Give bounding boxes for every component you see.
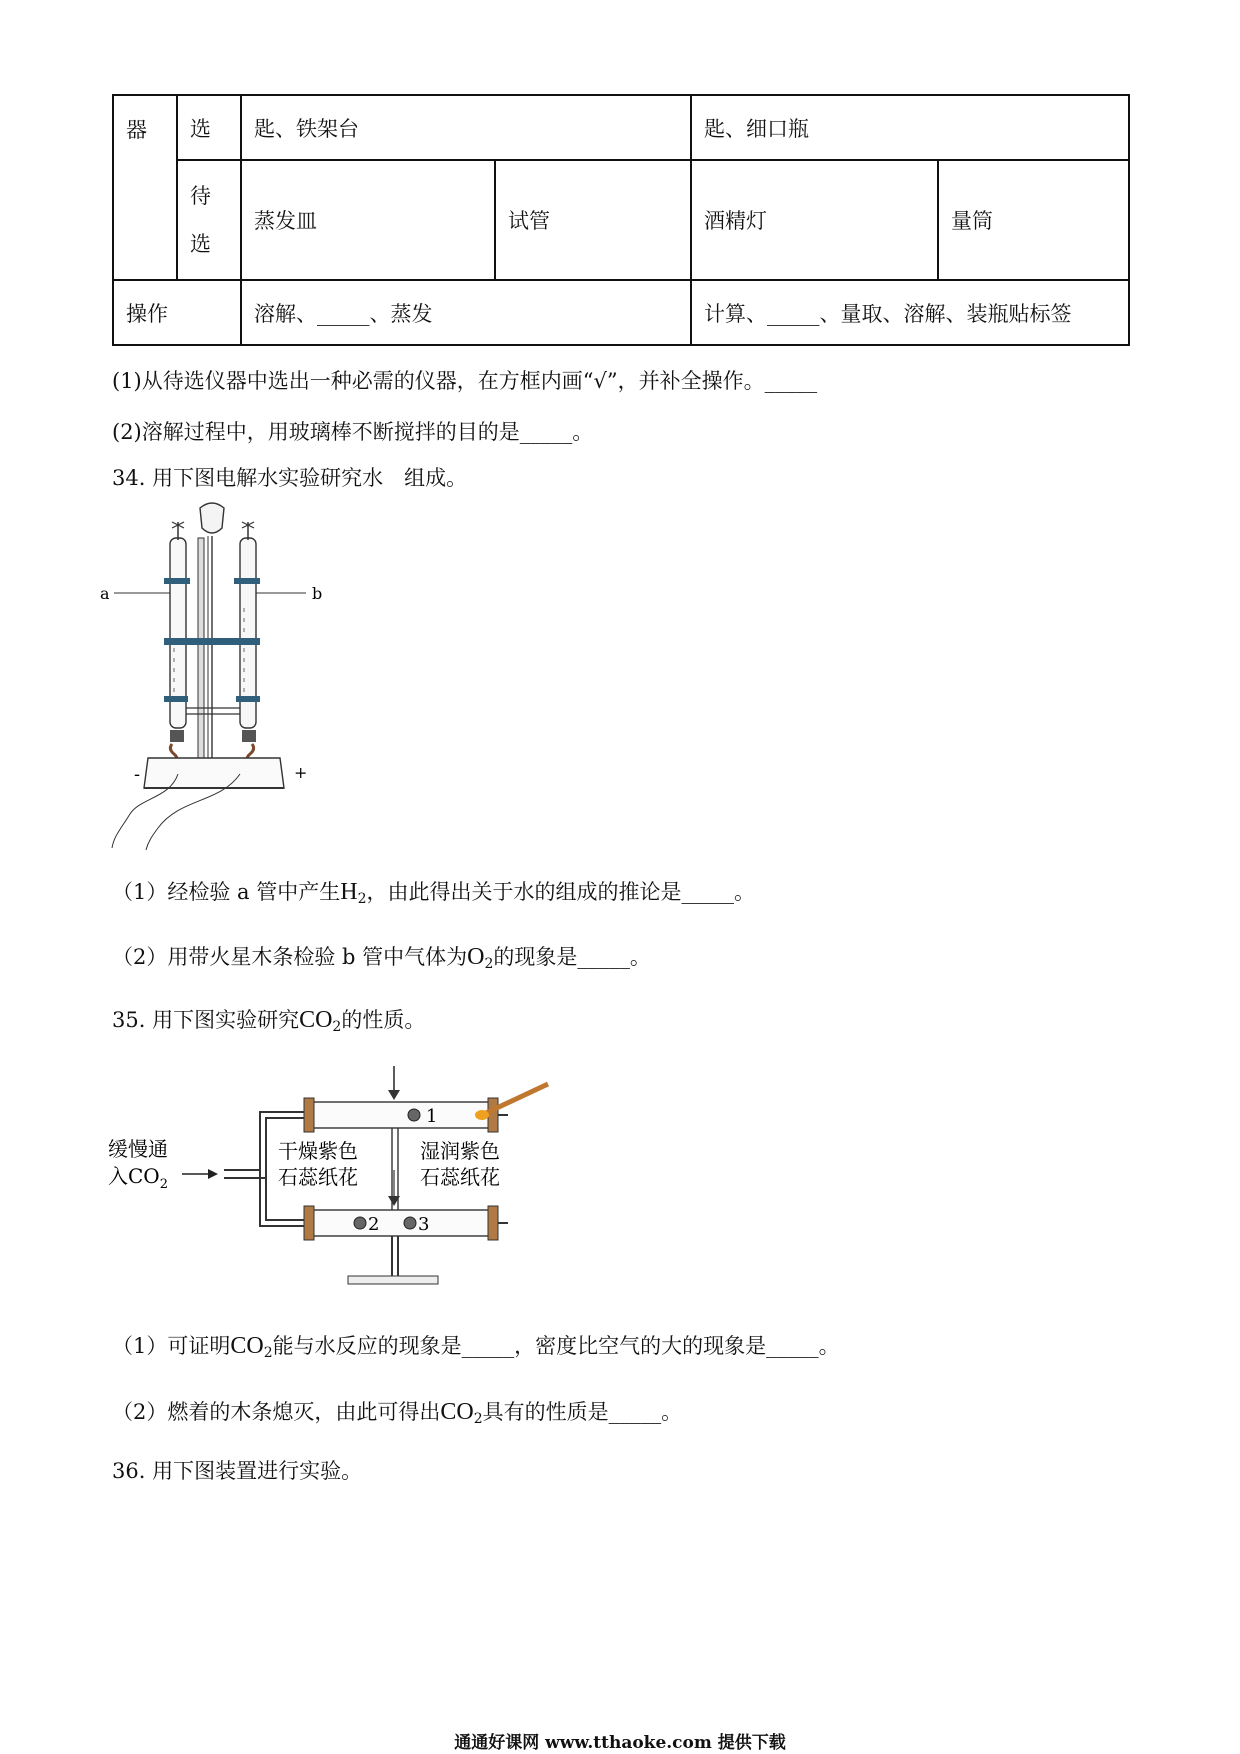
q34-part1-text: （1）经检验 a 管中产生 [112, 880, 341, 904]
inlet-label-co2: 入CO [108, 1164, 160, 1188]
table-cell-required-right: 匙、细口瓶 [691, 95, 1129, 160]
tube-a-label: a [100, 584, 110, 603]
co2-subscript: 2 [332, 1019, 342, 1035]
table-cell-option: 酒精灯 [691, 160, 938, 280]
table-cell-required-left: 匙、铁架台 [241, 95, 691, 160]
co2-formula: CO [440, 1399, 474, 1425]
co2-subscript: 2 [473, 1411, 483, 1427]
tube-b-label: b [312, 584, 323, 603]
q35-title-tail: 的性质。 [341, 1008, 426, 1032]
table-cell-option: 蒸发皿 [241, 160, 495, 280]
q34-part2 [112, 941, 651, 972]
co2-subscript: 2 [263, 1345, 273, 1361]
q35-part1-text: （1）可证明 [112, 1334, 231, 1358]
q35-part1-tail: 能与水反应的现象是_____，密度比空气的大的现象是_____。 [272, 1334, 840, 1358]
optional-label-bottom: 选 [190, 232, 211, 256]
h2-formula: H [340, 879, 358, 905]
co2-experiment-figure [108, 1066, 568, 1306]
dry-flower-label-line1: 干燥紫色 [278, 1139, 358, 1163]
q34-part2-tail: 的现象是_____。 [493, 945, 651, 969]
q33-part2: (2)溶解过程中，用玻璃棒不断搅拌的目的是_____。 [112, 420, 594, 444]
q35-part1 [112, 1330, 840, 1361]
table-cell-optional-label [177, 160, 241, 280]
q34-part1 [112, 876, 755, 907]
table-cell-operation-label: 操作 [113, 280, 241, 345]
table-cell-instrument: 器 [113, 95, 177, 280]
co2-formula: CO [230, 1333, 264, 1359]
flower-number-3: 3 [418, 1214, 430, 1235]
q35-part2-tail: 具有的性质是_____。 [482, 1400, 683, 1424]
q34-title: 34. 用下图电解水实验研究水 组成。 [112, 466, 468, 490]
table-cell-option: 试管 [495, 160, 691, 280]
inlet-label-line2 [108, 1164, 168, 1192]
inlet-label-line1: 缓慢通 [108, 1137, 168, 1161]
q35-title-text: 35. 用下图实验研究 [112, 1008, 300, 1032]
q34-part1-tail: ，由此得出关于水的组成的推论是_____。 [366, 880, 755, 904]
o2-formula: O [467, 944, 485, 970]
o2-subscript: 2 [484, 956, 494, 972]
flower-number-1: 1 [426, 1106, 438, 1127]
q35-part2-text: （2）燃着的木条熄灭，由此可得出 [112, 1400, 441, 1424]
wet-flower-label-line2: 石蕊纸花 [420, 1165, 500, 1189]
table-cell-option: 量筒 [938, 160, 1129, 280]
q33-part1: (1)从待选仪器中选出一种必需的仪器，在方框内画“√”，并补全操作。_____ [112, 369, 818, 393]
negative-label: - [134, 764, 141, 785]
table-cell-operation-left: 溶解、_____、蒸发 [241, 280, 691, 345]
flower-number-2: 2 [368, 1214, 380, 1235]
experiment-table [112, 94, 1130, 346]
dry-flower-label-line2: 石蕊纸花 [278, 1165, 358, 1189]
optional-label-top: 待 [190, 184, 211, 208]
table-cell-operation-right: 计算、_____、量取、溶解、装瓶贴标签 [691, 280, 1129, 345]
q35-part2 [112, 1396, 682, 1427]
page-footer: 通通好课网 www.tthaoke.com 提供下载 [454, 1733, 786, 1753]
positive-label: + [294, 763, 308, 782]
inlet-label-sub: 2 [159, 1177, 168, 1192]
co2-formula: CO [299, 1007, 333, 1033]
q36-title: 36. 用下图装置进行实验。 [112, 1459, 363, 1483]
table-cell-required-label: 选 [177, 95, 241, 160]
q35-title [112, 1004, 425, 1035]
q34-part2-text: （2）用带火星木条检验 b 管中气体为 [112, 945, 468, 969]
wet-flower-label-line1: 湿润紫色 [420, 1139, 500, 1163]
electrolysis-apparatus-figure [100, 498, 340, 850]
h2-subscript: 2 [357, 891, 367, 907]
